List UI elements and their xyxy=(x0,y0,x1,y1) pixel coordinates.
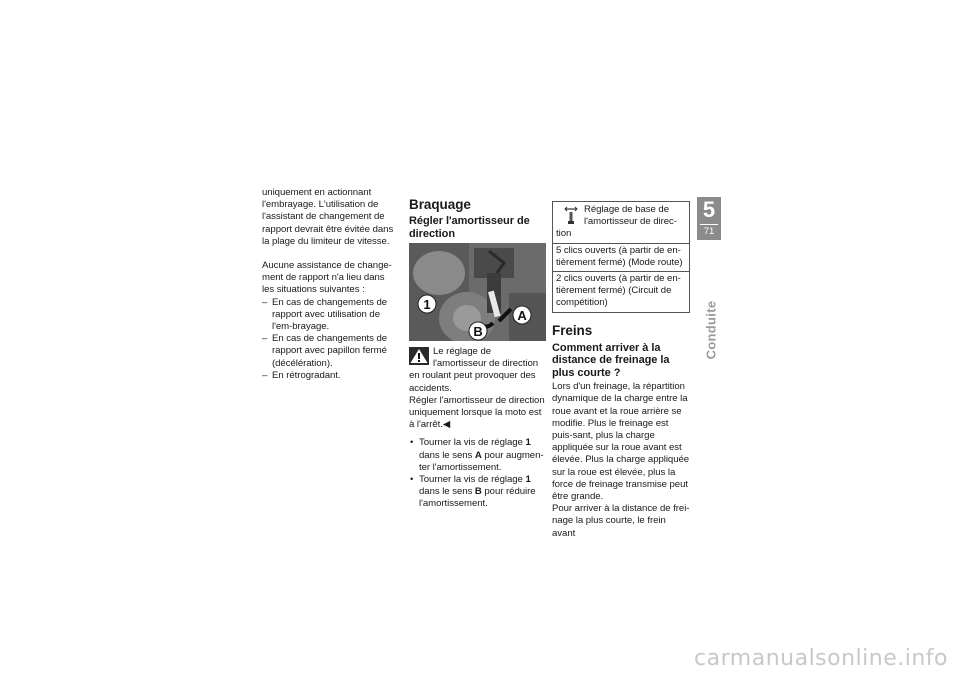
paragraph-load-distribution: Lors d'un freinage, la répartition dynamique de la charge entre la roue avant et la roue arrière se modifie. Plus le freinage est puis-sant, plus la charge appliquée sur la roue avant est élevée. Plus la charge appliquée sur la roue est élevée, plus la force de freinage transmise peut être grande. xyxy=(552,381,690,502)
chapter-divider xyxy=(700,224,718,225)
subheading-damper: Régler l'amortisseur de direction xyxy=(409,215,530,240)
column-right xyxy=(552,201,690,540)
damper-photo xyxy=(409,243,546,341)
subheading-braking-distance: Comment arriver à la distance de freinage la plus courte ? xyxy=(552,341,670,379)
paragraph-stationary: Régler l'amortisseur de direction uniquement lorsque la moto est à l'arrêt.◀ xyxy=(409,394,545,431)
column-middle xyxy=(409,197,546,511)
page-number: 71 xyxy=(703,226,715,237)
table-row: 2 clics ouverts (à partir de en-tièrement fermé) (Circuit de compétition) xyxy=(553,271,689,312)
table-head xyxy=(553,202,689,243)
section-heading-brakes: Freins xyxy=(552,322,593,338)
list-item: • Tourner la vis de réglage 1 dans le sens A pour augmen-ter l'amortissement. xyxy=(409,437,546,474)
watermark: carmanualsonline.info xyxy=(694,646,948,671)
chapter-number: 5 xyxy=(702,197,716,222)
chapter-tab xyxy=(697,197,721,240)
chapter-label: Conduite xyxy=(703,300,719,360)
photo-label-1: 1 xyxy=(423,297,431,312)
paragraph-clutch: uniquement en actionnant l'embrayage. L'utilisation de l'assistant de changement de rapport devrait être évitée dans la plage du limiteur de vitesse. xyxy=(262,187,394,247)
damper-illustration xyxy=(409,243,546,341)
warning-block xyxy=(409,346,546,395)
list-item: • Tourner la vis de réglage 1 dans le sens B pour réduire l'amortissement. xyxy=(409,474,546,511)
table-head-text: Réglage de base de l'amortisseur de direc-tion xyxy=(556,204,677,240)
section-heading-steering: Braquage xyxy=(409,197,471,212)
column-left xyxy=(262,187,399,382)
table-row: 5 clics ouverts (à partir de en-tièrement fermé) (Mode route) xyxy=(553,243,689,271)
list-item: – En cas de changements de rapport avec utilisation de l'em-brayage. xyxy=(262,297,399,334)
warning-text: Le réglage de l'amortisseur de direction en roulant peut provoquer des accidents. xyxy=(409,346,539,394)
base-setting-table xyxy=(552,201,690,313)
paragraph-shortest-distance: Pour arriver à la distance de frei-nage la plus courte, le frein avant xyxy=(552,503,690,539)
warning-triangle-icon xyxy=(409,347,429,365)
photo-label-b: B xyxy=(473,324,483,339)
setting-icon xyxy=(564,206,578,226)
photo-label-a: A xyxy=(517,308,527,323)
list-item: – En cas de changements de rapport avec papillon fermé (décélération). xyxy=(262,333,399,370)
list-item: – En rétrogradant. xyxy=(262,370,399,382)
paragraph-no-assist: Aucune assistance de change-ment de rapport n'a lieu dans les situations suivantes : xyxy=(262,260,392,296)
